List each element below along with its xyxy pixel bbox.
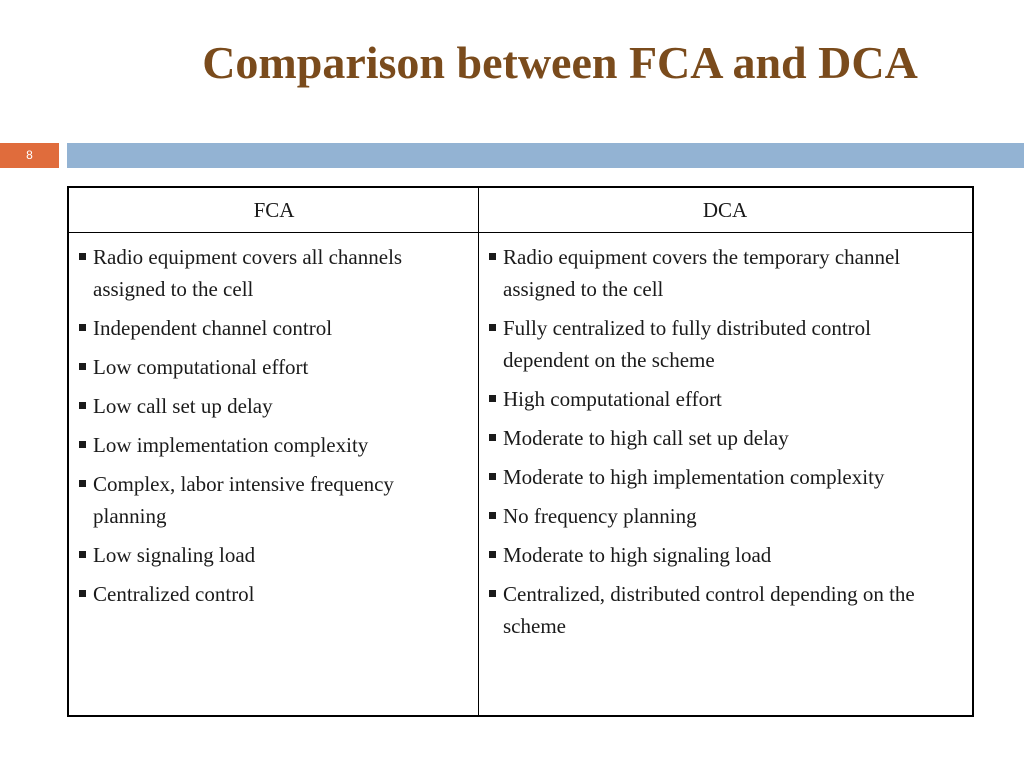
bullet-icon bbox=[79, 363, 86, 370]
bullet-icon bbox=[79, 324, 86, 331]
list-item bbox=[489, 312, 959, 376]
list-item-text: Low implementation complexity bbox=[93, 433, 369, 457]
bullet-icon bbox=[79, 402, 86, 409]
bullet-icon bbox=[79, 480, 86, 487]
bullet-icon bbox=[489, 324, 496, 331]
fca-feature-list bbox=[79, 241, 469, 617]
bullet-icon bbox=[489, 512, 496, 519]
list-item bbox=[79, 429, 469, 461]
bullet-icon bbox=[489, 551, 496, 558]
list-item bbox=[79, 241, 469, 305]
list-item-text: Radio equipment covers the temporary channel assigned to the cell bbox=[503, 245, 901, 301]
list-item bbox=[79, 351, 469, 383]
list-item bbox=[489, 241, 959, 305]
list-item-text: Centralized control bbox=[93, 582, 255, 606]
list-item bbox=[489, 422, 959, 454]
list-item-text: Moderate to high implementation complexity bbox=[503, 465, 885, 489]
slide-title: Comparison between FCA and DCA bbox=[202, 37, 918, 88]
list-item-text: Complex, labor intensive frequency planning bbox=[93, 472, 394, 528]
column-divider bbox=[478, 188, 479, 715]
bullet-icon bbox=[489, 253, 496, 260]
list-item bbox=[79, 539, 469, 571]
list-item-text: Independent channel control bbox=[93, 316, 333, 340]
bullet-icon bbox=[79, 590, 86, 597]
bullet-icon bbox=[79, 551, 86, 558]
bullet-icon bbox=[79, 253, 86, 260]
bullet-icon bbox=[489, 395, 496, 402]
list-item bbox=[489, 461, 959, 493]
list-item bbox=[79, 578, 469, 610]
list-item-text: Centralized, distributed control depending on the scheme bbox=[503, 582, 915, 638]
list-item-text: Low call set up delay bbox=[93, 394, 273, 418]
header-bar bbox=[67, 143, 1024, 168]
bullet-icon bbox=[489, 473, 496, 480]
list-item bbox=[489, 578, 959, 642]
list-item-text: Low computational effort bbox=[93, 355, 309, 379]
list-item bbox=[79, 390, 469, 422]
list-item-text: No frequency planning bbox=[503, 504, 697, 528]
bullet-icon bbox=[489, 434, 496, 441]
list-item bbox=[489, 500, 959, 532]
column-header-dca: DCA bbox=[702, 198, 748, 222]
list-item-text: High computational effort bbox=[503, 387, 722, 411]
list-item-text: Low signaling load bbox=[93, 543, 256, 567]
list-item bbox=[79, 312, 469, 344]
comparison-table bbox=[67, 186, 974, 717]
dca-feature-list bbox=[489, 241, 959, 649]
list-item bbox=[489, 539, 959, 571]
list-item bbox=[79, 468, 469, 532]
list-item-text: Moderate to high signaling load bbox=[503, 543, 772, 567]
list-item-text: Moderate to high call set up delay bbox=[503, 426, 789, 450]
page-number: 8 bbox=[0, 143, 59, 168]
column-header-fca: FCA bbox=[253, 198, 295, 222]
list-item bbox=[489, 383, 959, 415]
bullet-icon bbox=[489, 590, 496, 597]
list-item-text: Radio equipment covers all channels assigned to the cell bbox=[93, 245, 403, 301]
bullet-icon bbox=[79, 441, 86, 448]
list-item-text: Fully centralized to fully distributed control dependent on the scheme bbox=[503, 316, 872, 372]
table-header-row bbox=[69, 188, 972, 233]
